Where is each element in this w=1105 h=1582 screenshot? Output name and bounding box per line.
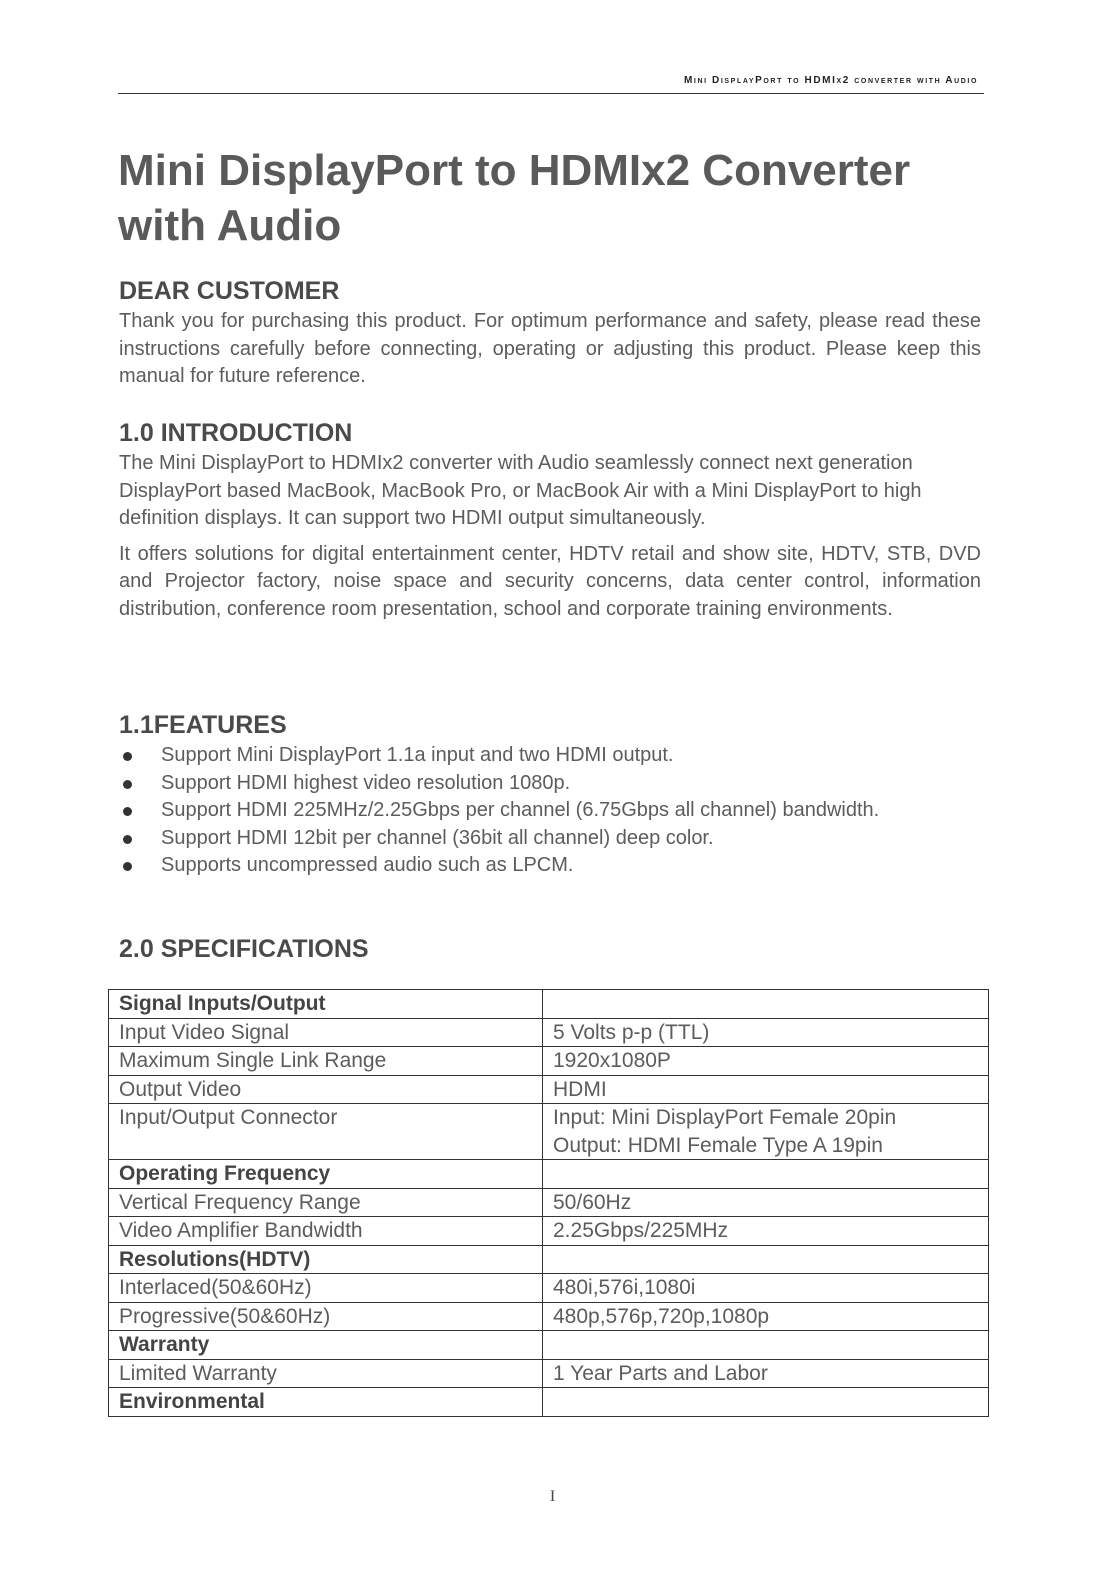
bullet-icon — [123, 780, 132, 789]
spec-label: Signal Inputs/Output — [109, 990, 543, 1019]
introduction-section — [119, 418, 981, 623]
spec-label: Operating Frequency — [109, 1160, 543, 1189]
table-row-group — [109, 1388, 989, 1417]
table-row-group — [109, 990, 989, 1019]
table-row — [109, 1274, 989, 1303]
spec-value-line: Output: HDMI Female Type A 19pin — [553, 1133, 883, 1157]
feature-item — [119, 742, 899, 770]
spec-label: Environmental — [109, 1388, 543, 1417]
features-section — [119, 710, 899, 880]
spec-value: 480p,576p,720p,1080p — [543, 1302, 989, 1331]
features-heading: 1.1FEATURES — [119, 711, 287, 739]
spec-label: Warranty — [109, 1331, 543, 1360]
spec-label: Input Video Signal — [109, 1018, 543, 1047]
spec-value — [543, 1331, 989, 1360]
spec-value — [543, 1388, 989, 1417]
table-row — [109, 1359, 989, 1388]
spec-value: 1 Year Parts and Labor — [543, 1359, 989, 1388]
introduction-paragraph: It offers solutions for digital entertainment center, HDTV retail and show site, HDTV, STB, DVD and Projector factory, noise space and security concerns, data center control, information distribution, conference room presentation, school and corporate training environments. — [119, 542, 981, 620]
spec-value: 50/60Hz — [543, 1188, 989, 1217]
spec-value — [543, 1245, 989, 1274]
table-row — [109, 1217, 989, 1246]
spec-value: 480i,576i,1080i — [543, 1274, 989, 1303]
spec-label: Resolutions(HDTV) — [109, 1245, 543, 1274]
spec-value-line: Input: Mini DisplayPort Female 20pin — [553, 1106, 897, 1129]
specifications-section — [119, 934, 981, 964]
table-row — [109, 1075, 989, 1104]
feature-item — [119, 852, 899, 880]
spec-label: Interlaced(50&60Hz) — [109, 1274, 543, 1303]
introduction-heading: 1.0 INTRODUCTION — [119, 419, 353, 447]
spec-value: 1920x1080P — [543, 1047, 989, 1076]
spec-value — [543, 1104, 989, 1160]
table-row-group — [109, 1245, 989, 1274]
document-title: Mini DisplayPort to HDMIx2 Converter with Audio — [118, 146, 911, 250]
features-list — [119, 742, 899, 880]
table-row-group — [109, 1160, 989, 1189]
feature-item — [119, 770, 899, 798]
feature-text: Support HDMI 225MHz/2.25Gbps per channel (6.75Gbps all channel) bandwidth. — [161, 799, 880, 821]
feature-item — [119, 825, 899, 853]
table-row — [109, 1302, 989, 1331]
spec-value: 2.25Gbps/225MHz — [543, 1217, 989, 1246]
table-row — [109, 1018, 989, 1047]
specifications-heading: 2.0 SPECIFICATIONS — [119, 935, 369, 963]
spec-value: HDMI — [543, 1075, 989, 1104]
running-header: Mini DisplayPort to HDMIx2 converter with Audio — [118, 74, 984, 94]
table-row — [109, 1188, 989, 1217]
spec-label: Maximum Single Link Range — [109, 1047, 543, 1076]
table-row-group — [109, 1331, 989, 1360]
spec-value — [543, 1160, 989, 1189]
introduction-paragraph: The Mini DisplayPort to HDMIx2 converter with Audio seamlessly connect next generation DisplayPort based MacBook, MacBook Pro, or MacBook Air with a Mini DisplayPort to high definition displays. It can support two HDMI output simultaneously. — [119, 452, 922, 529]
feature-text: Supports uncompressed audio such as LPCM. — [161, 854, 574, 876]
page-number: I — [549, 1488, 556, 1505]
spec-label: Output Video — [109, 1075, 543, 1104]
spec-label: Video Amplifier Bandwidth — [109, 1217, 543, 1246]
dear-customer-text: Thank you for purchasing this product. For optimum performance and safety, please read these instructions carefully before connecting, operating or adjusting this product. Please keep this manual for future reference. — [119, 310, 981, 387]
feature-text: Support HDMI highest video resolution 1080p. — [161, 771, 571, 794]
feature-text: Support HDMI 12bit per channel (36bit all channel) deep color. — [161, 826, 714, 849]
spec-value — [543, 990, 989, 1019]
feature-text: Support Mini DisplayPort 1.1a input and two HDMI output. — [161, 744, 674, 766]
specifications-table — [108, 989, 989, 1417]
bullet-icon — [123, 807, 132, 816]
dear-customer-section — [119, 276, 981, 391]
spec-label: Input/Output Connector — [109, 1104, 543, 1160]
bullet-icon — [123, 862, 132, 871]
bullet-icon — [123, 752, 132, 761]
spec-label: Limited Warranty — [109, 1359, 543, 1388]
spec-label: Progressive(50&60Hz) — [109, 1302, 543, 1331]
table-row — [109, 1047, 989, 1076]
spec-value: 5 Volts p-p (TTL) — [543, 1018, 989, 1047]
feature-item — [119, 797, 899, 825]
table-row — [109, 1104, 989, 1160]
bullet-icon — [123, 835, 132, 844]
spec-label: Vertical Frequency Range — [109, 1188, 543, 1217]
dear-customer-heading: DEAR CUSTOMER — [119, 277, 340, 305]
